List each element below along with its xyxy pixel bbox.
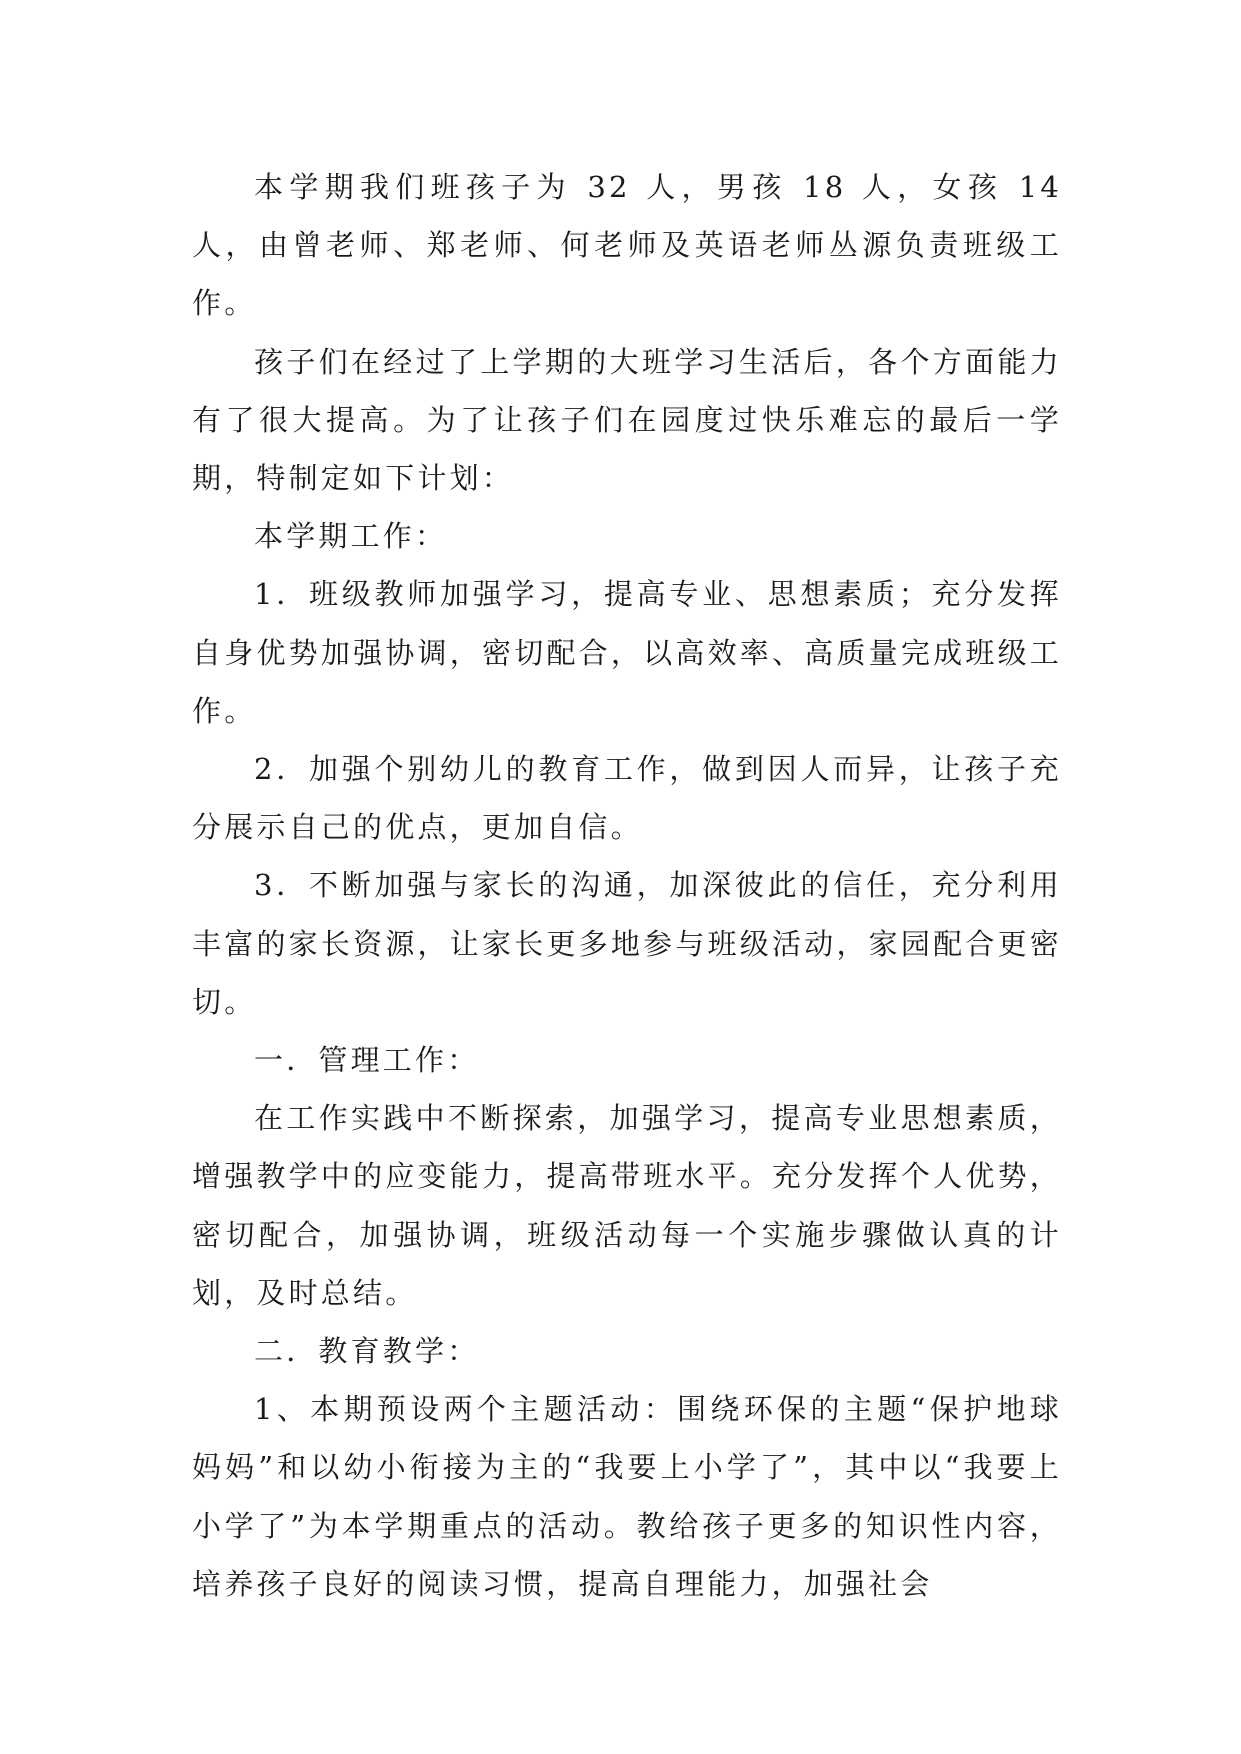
paragraph-plan-intro: 孩子们在经过了上学期的大班学习生活后，各个方面能力有了很大提高。为了让孩子们在园度过快乐难忘的最后一学期，特制定如下计划：: [192, 344, 1062, 496]
paragraph-class-overview: 本学期我们班孩子为 32 人，男孩 18 人，女孩 14 人，由曾老师、郑老师、何老师及英语老师丛源负责班级工作。: [192, 170, 1062, 321]
paragraph-work-item-1: 1．班级教师加强学习，提高专业、思想素质；充分发挥自身优势加强协调，密切配合，以高效率、高质量完成班级工作。: [192, 577, 1062, 728]
heading-semester-work: 本学期工作：: [254, 519, 448, 554]
paragraph-management-detail: 在工作实践中不断探索，加强学习，提高专业思想素质，增强教学中的应变能力，提高带班水平。充分发挥个人优势，密切配合，加强协调，班级活动每一个实施步骤做认真的计划，及时总结。: [192, 1101, 1062, 1310]
paragraph-work-item-3: 3．不断加强与家长的沟通，加深彼此的信任，充分利用丰富的家长资源，让家长更多地参与班级活动，家园配合更密切。: [192, 868, 1062, 1019]
paragraph-education-item-1: 1、本期预设两个主题活动：围绕环保的主题“保护地球妈妈”和以幼小衔接为主的“我要上小学了”，其中以“我要上小学了”为本学期重点的活动。教给孩子更多的知识性内容，培养孩子良好的阅读习惯，提高自理能力，加强社会: [192, 1392, 1062, 1601]
heading-management-work: 一．管理工作：: [254, 1043, 480, 1078]
document-body: [192, 158, 1062, 1613]
paragraph-work-item-2: 2．加强个别幼儿的教育工作，做到因人而异，让孩子充分展示自己的优点，更加自信。: [192, 752, 1062, 845]
heading-education-teaching: 二．教育教学：: [254, 1334, 480, 1369]
